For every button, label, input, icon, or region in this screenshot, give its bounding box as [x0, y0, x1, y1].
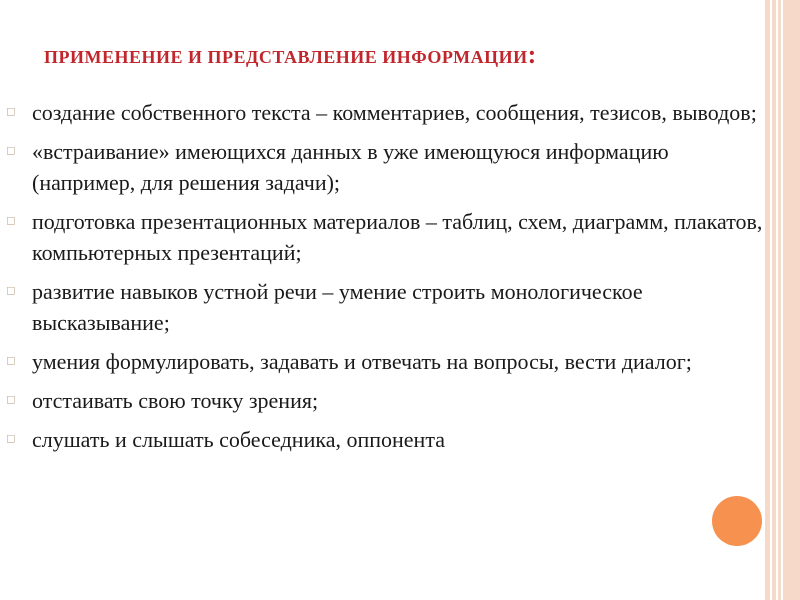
decorative-circle — [712, 496, 762, 546]
bullet-icon: ◻ — [6, 213, 16, 227]
list-item-text: подготовка презентационных материалов – таблиц, схем, диаграмм, плакатов, компьютерных презентаций; — [32, 209, 763, 265]
list-item — [0, 276, 765, 338]
list-item — [0, 424, 765, 455]
list-item — [0, 346, 765, 377]
list-item-text: развитие навыков устной речи – умение строить монологическое высказывание; — [32, 279, 643, 335]
list-item — [0, 385, 765, 416]
list-item — [0, 97, 765, 128]
bullet-icon: ◻ — [6, 353, 16, 367]
side-bar-stripe — [770, 0, 772, 600]
bullet-list — [0, 97, 765, 463]
decorative-side-bar — [765, 0, 800, 600]
list-item-text: слушать и слышать собеседника, оппонента — [32, 427, 445, 452]
side-bar-stripe — [781, 0, 783, 600]
bullet-icon: ◻ — [6, 431, 16, 445]
side-bar-stripe — [776, 0, 778, 600]
list-item-text: создание собственного текста – комментариев, сообщения, тезисов, выводов; — [32, 100, 757, 125]
slide-title — [44, 40, 537, 70]
list-item — [0, 206, 765, 268]
list-item-text: умения формулировать, задавать и отвечать на вопросы, вести диалог; — [32, 349, 692, 374]
slide-title-text: ПРИМЕНЕНИЕ И ПРЕДСТАВЛЕНИЕ ИНФОРМАЦИИ — [44, 47, 528, 67]
slide-title-colon: : — [527, 40, 537, 69]
bullet-icon: ◻ — [6, 283, 16, 297]
bullet-icon: ◻ — [6, 143, 16, 157]
bullet-icon: ◻ — [6, 104, 16, 118]
list-item — [0, 136, 765, 198]
bullet-icon: ◻ — [6, 392, 16, 406]
list-item-text: отстаивать свою точку зрения; — [32, 388, 319, 413]
list-item-text: «встраивание» имеющихся данных в уже имеющуюся информацию (например, для решения задачи); — [32, 139, 669, 195]
